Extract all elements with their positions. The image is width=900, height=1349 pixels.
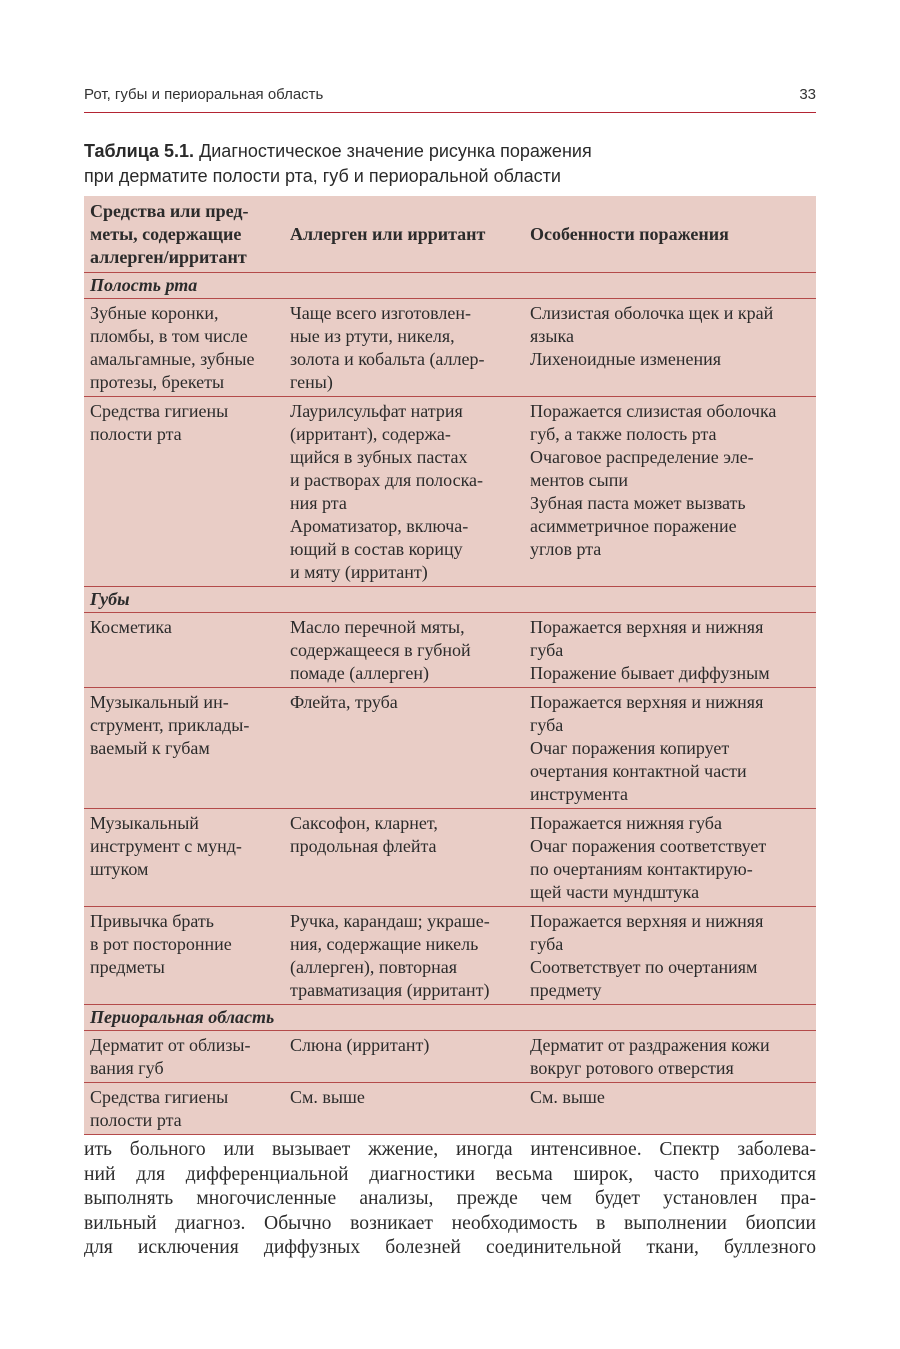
source-cell	[84, 688, 284, 808]
cell-line: Зубные коронки,	[90, 303, 219, 323]
section-heading: Губы	[84, 586, 816, 612]
cell-line: Слюна (ирритант)	[290, 1035, 430, 1055]
allergen-cell	[284, 688, 524, 808]
section-heading: Полость рта	[84, 272, 816, 298]
section-heading: Периоральная область	[84, 1004, 816, 1030]
table-row	[84, 1082, 816, 1134]
table-row	[84, 1030, 816, 1082]
cell-line: (аллерген), повторная	[290, 957, 458, 977]
header-allergen-line: Аллерген или ирритант	[290, 224, 486, 244]
cell-line: Флейта, труба	[290, 692, 398, 712]
cell-line: инструмент с мунд-	[90, 836, 242, 856]
cell-line: Поражается верхняя и нижняя	[530, 617, 764, 637]
features-cell	[524, 809, 816, 906]
cell-line: губ, а также полость рта	[530, 424, 717, 444]
cell-line: Ароматизатор, включа-	[290, 516, 469, 536]
cell-line: Средства гигиены	[90, 1087, 229, 1107]
cell-line: ния, содержащие никель	[290, 934, 479, 954]
table-row	[84, 396, 816, 586]
cell-line: (ирритант), содержа-	[290, 424, 451, 444]
cell-line: предметы	[90, 957, 165, 977]
table-row	[84, 612, 816, 687]
cell-line: губа	[530, 715, 564, 735]
cell-line: углов рта	[530, 539, 602, 559]
allergen-cell	[284, 299, 524, 396]
cell-line: Косметика	[90, 617, 172, 637]
cell-line: штуком	[90, 859, 149, 879]
source-cell	[84, 397, 284, 586]
features-cell	[524, 1031, 816, 1082]
cell-line: Поражается нижняя губа	[530, 813, 722, 833]
cell-line: Очаговое распределение эле-	[530, 447, 754, 467]
body-line: вильный диагноз. Обычно возникает необходимость в выполнении биопсии	[84, 1212, 816, 1234]
caption-text-2: при дерматите полости рта, губ и периоральной области	[84, 166, 561, 186]
header-cell-features	[524, 196, 816, 272]
cell-line: губа	[530, 640, 564, 660]
features-cell	[524, 688, 816, 808]
cell-line: гены)	[290, 372, 333, 392]
cell-line: Поражение бывает диффузным	[530, 663, 770, 683]
cell-line: Лихеноидные изменения	[530, 349, 722, 369]
cell-line: Саксофон, кларнет,	[290, 813, 438, 833]
table-row	[84, 808, 816, 906]
source-cell	[84, 1083, 284, 1134]
caption-line-1	[84, 141, 592, 161]
cell-line: в рот посторонние	[90, 934, 232, 954]
cell-line: вания губ	[90, 1058, 164, 1078]
cell-line: по очертаниям контактирую-	[530, 859, 753, 879]
cell-line: См. выше	[290, 1087, 365, 1107]
caption-label: Таблица 5.1.	[84, 141, 195, 161]
body-line: выполнять многочисленные анализы, прежде чем будет установлен пра-	[84, 1188, 816, 1209]
cell-line: Поражается верхняя и нижняя	[530, 692, 764, 712]
body-paragraph	[84, 1138, 816, 1261]
cell-line: продольная флейта	[290, 836, 437, 856]
cell-line: асимметричное поражение	[530, 516, 737, 536]
caption-text-1: Диагностическое значение рисунка поражения	[194, 141, 592, 161]
cell-line: щей части мундштука	[530, 882, 700, 902]
header-source-line: меты, содержащие	[90, 224, 242, 244]
table-caption	[84, 139, 816, 189]
features-cell	[524, 907, 816, 1004]
cell-line: Соответствует по очертаниям	[530, 957, 758, 977]
cell-line: Привычка брать	[90, 911, 214, 931]
source-cell	[84, 809, 284, 906]
source-cell	[84, 613, 284, 687]
body-line: ить больного или вызывает жжение, иногда интенсивное. Спектр заболева-	[84, 1139, 816, 1160]
body-line: для исключения диффузных болезней соединительной ткани, буллезного	[84, 1237, 816, 1258]
cell-line: золота и кобальта (аллер-	[290, 349, 485, 369]
features-cell	[524, 1083, 816, 1134]
table-row	[84, 906, 816, 1004]
allergen-cell	[284, 907, 524, 1004]
header-features-line: Особенности поражения	[530, 224, 729, 244]
cell-line: предмету	[530, 980, 602, 1000]
header-source-line: Средства или пред-	[90, 201, 249, 221]
cell-line: полости рта	[90, 1110, 182, 1130]
table-body	[84, 272, 816, 1134]
cell-line: ния рта	[290, 493, 347, 513]
cell-line: Очаг поражения копирует	[530, 738, 730, 758]
cell-line: струмент, приклады-	[90, 715, 250, 735]
cell-line: ваемый к губам	[90, 738, 210, 758]
cell-line: очертания контактной части	[530, 761, 747, 781]
page-number: 33	[799, 86, 816, 103]
cell-line: Средства гигиены	[90, 401, 229, 421]
features-cell	[524, 397, 816, 586]
table-row	[84, 687, 816, 808]
cell-line: щийся в зубных пастах	[290, 447, 468, 467]
cell-line: См. выше	[530, 1087, 605, 1107]
body-line: ний для дифференциальной диагностики весьма широк, часто приходится	[84, 1163, 816, 1185]
cell-line: инструмента	[530, 784, 628, 804]
cell-line: и растворах для полоска-	[290, 470, 484, 490]
allergen-cell	[284, 613, 524, 687]
header-cell-allergen	[284, 196, 524, 272]
cell-line: пломбы, в том числе	[90, 326, 248, 346]
header-cell-source	[84, 196, 284, 272]
header-source-line: аллерген/ирритант	[90, 247, 247, 267]
features-cell	[524, 299, 816, 396]
running-header	[84, 84, 816, 113]
cell-line: Поражается слизистая оболочка	[530, 401, 777, 421]
cell-line: амальгамные, зубные	[90, 349, 255, 369]
cell-line: Масло перечной мяты,	[290, 617, 465, 637]
allergen-cell	[284, 397, 524, 586]
allergen-cell	[284, 1031, 524, 1082]
chapter-title: Рот, губы и периоральная область	[84, 86, 324, 103]
cell-line: Очаг поражения соответствует	[530, 836, 767, 856]
allergen-cell	[284, 1083, 524, 1134]
cell-line: Слизистая оболочка щек и край	[530, 303, 774, 323]
cell-line: Зубная паста может вызвать	[530, 493, 746, 513]
table-header-row	[84, 196, 816, 272]
source-cell	[84, 1031, 284, 1082]
source-cell	[84, 299, 284, 396]
allergen-table	[84, 196, 816, 1135]
cell-line: протезы, брекеты	[90, 372, 225, 392]
cell-line: ющий в состав корицу	[290, 539, 463, 559]
cell-line: содержащееся в губной	[290, 640, 471, 660]
cell-line: ные из ртути, никеля,	[290, 326, 455, 346]
features-cell	[524, 613, 816, 687]
cell-line: Дерматит от раздражения кожи	[530, 1035, 770, 1055]
cell-line: ментов сыпи	[530, 470, 628, 490]
cell-line: Чаще всего изготовлен-	[290, 303, 471, 323]
cell-line: полости рта	[90, 424, 182, 444]
source-cell	[84, 907, 284, 1004]
cell-line: травматизация (ирритант)	[290, 980, 490, 1000]
cell-line: помаде (аллерген)	[290, 663, 430, 683]
cell-line: вокруг ротового отверстия	[530, 1058, 734, 1078]
cell-line: Лаурилсульфат натрия	[290, 401, 463, 421]
allergen-cell	[284, 809, 524, 906]
cell-line: губа	[530, 934, 564, 954]
cell-line: Ручка, карандаш; украше-	[290, 911, 490, 931]
cell-line: языка	[530, 326, 574, 346]
table-row	[84, 298, 816, 396]
cell-line: и мяту (ирритант)	[290, 562, 428, 582]
cell-line: Дерматит от облизы-	[90, 1035, 251, 1055]
cell-line: Поражается верхняя и нижняя	[530, 911, 764, 931]
cell-line: Музыкальный	[90, 813, 199, 833]
cell-line: Музыкальный ин-	[90, 692, 229, 712]
